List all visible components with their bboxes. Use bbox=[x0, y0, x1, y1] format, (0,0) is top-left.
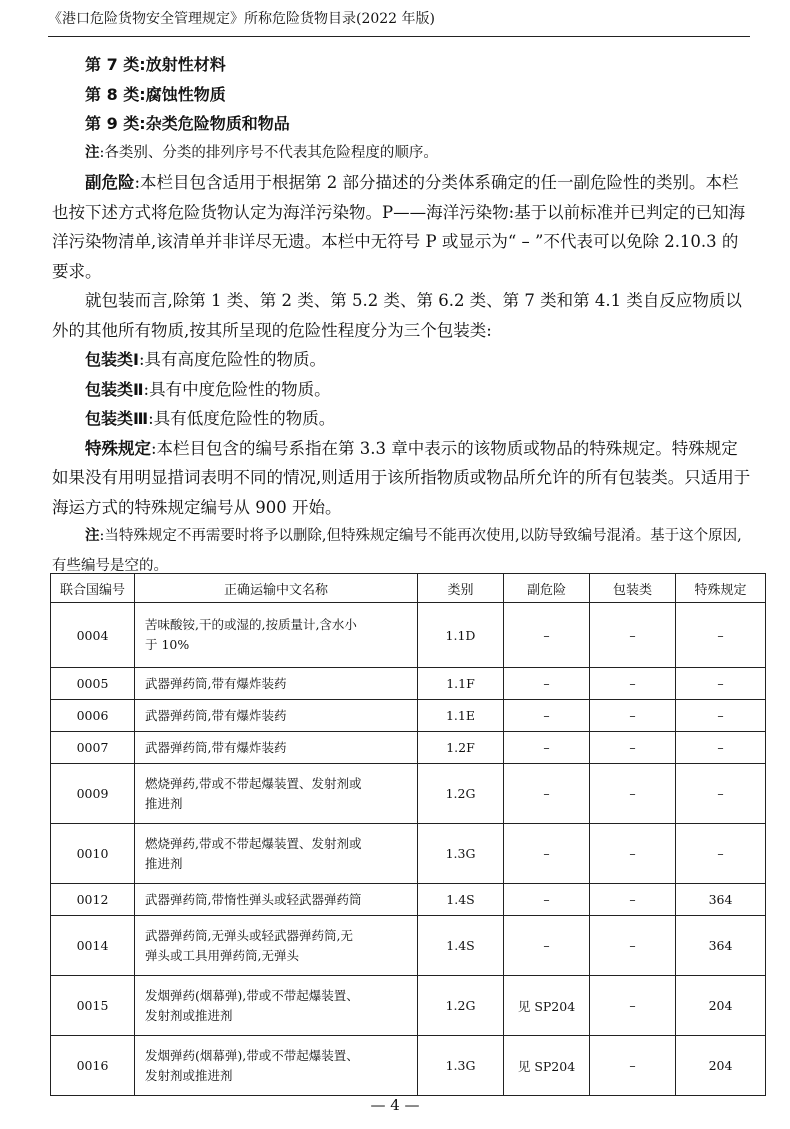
cell-name: 武器弹药筒,带有爆炸装药 bbox=[135, 732, 418, 764]
running-header bbox=[48, 8, 750, 37]
cell-special: 204 bbox=[676, 1036, 766, 1096]
cell-name: 苦味酸铵,干的或湿的,按质量计,含水小 于 10% bbox=[135, 603, 418, 668]
category-8: 第 8 类:腐蚀性物质 bbox=[85, 84, 226, 104]
cell-packing: – bbox=[590, 916, 676, 976]
cell-name: 武器弹药筒,带有爆炸装药 bbox=[135, 700, 418, 732]
cell-special: – bbox=[676, 668, 766, 700]
subsidiary-label: 副危险 bbox=[85, 173, 135, 192]
cell-un: 0005 bbox=[51, 668, 135, 700]
cell-special: – bbox=[676, 824, 766, 884]
cell-un: 0010 bbox=[51, 824, 135, 884]
cell-class: 1.2F bbox=[418, 732, 504, 764]
cell-class: 1.1D bbox=[418, 603, 504, 668]
cell-class: 1.2G bbox=[418, 976, 504, 1036]
col-class: 类别 bbox=[418, 574, 504, 603]
cell-subsidiary: – bbox=[504, 603, 590, 668]
table-row bbox=[51, 603, 766, 668]
table-row bbox=[51, 668, 766, 700]
cell-special: – bbox=[676, 732, 766, 764]
special-label: 特殊规定 bbox=[85, 438, 151, 458]
cell-name: 燃烧弹药,带或不带起爆装置、发射剂或 推进剂 bbox=[135, 824, 418, 884]
col-shipping-name: 正确运输中文名称 bbox=[135, 574, 418, 603]
cell-class: 1.1E bbox=[418, 700, 504, 732]
cell-name: 武器弹药筒,无弹头或轻武器弹药筒,无 弹头或工具用弹药筒,无弹头 bbox=[135, 916, 418, 976]
packing-group-3: 包装类Ⅲ:具有低度危险性的物质。 bbox=[85, 409, 336, 428]
special-provisions-paragraph: 特殊规定:本栏目包含的编号系指在第 3.3 章中表示的该物质或物品的特殊规定。特殊规定如果没有用明显措词表明不同的情况,则适用于该所指物质或物品所允许的所有包装类。只适用于海运方式的特殊规定编号从 900 开始。 bbox=[52, 438, 751, 517]
cell-class: 1.2G bbox=[418, 764, 504, 824]
cell-name: 发烟弹药(烟幕弹),带或不带起爆装置、 发射剂或推进剂 bbox=[135, 1036, 418, 1096]
cell-subsidiary: – bbox=[504, 668, 590, 700]
cell-subsidiary: – bbox=[504, 732, 590, 764]
table-row bbox=[51, 700, 766, 732]
category-9: 第 9 类:杂类危险物质和物品 bbox=[85, 114, 290, 133]
note-label: 注 bbox=[85, 144, 100, 161]
cell-un: 0007 bbox=[51, 732, 135, 764]
cell-packing: – bbox=[590, 603, 676, 668]
cell-packing: – bbox=[590, 1036, 676, 1096]
cell-un: 0004 bbox=[51, 603, 135, 668]
packing-intro: 就包装而言,除第 1 类、第 2 类、第 5.2 类、第 6.2 类、第 7 类和第 4.1 类自反应物质以外的其他所有物质,按其所呈现的危险性程度分为三个包装类: bbox=[52, 291, 742, 340]
table-row bbox=[51, 884, 766, 916]
note-order: 注:各类别、分类的排列序号不代表其危险程度的顺序。 bbox=[85, 144, 438, 161]
cell-packing: – bbox=[590, 976, 676, 1036]
cell-subsidiary: – bbox=[504, 764, 590, 824]
note-special: 注:当特殊规定不再需要时将予以删除,但特殊规定编号不能再次使用,以防导致编号混淆。基于这个原因,有些编号是空的。 bbox=[52, 528, 742, 574]
page-number: — 4 — bbox=[370, 1096, 420, 1114]
cell-name: 燃烧弹药,带或不带起爆装置、发射剂或 推进剂 bbox=[135, 764, 418, 824]
table-row bbox=[51, 916, 766, 976]
cell-special: – bbox=[676, 764, 766, 824]
body-text bbox=[52, 50, 752, 581]
cell-un: 0016 bbox=[51, 1036, 135, 1096]
cell-name: 发烟弹药(烟幕弹),带或不带起爆装置、 发射剂或推进剂 bbox=[135, 976, 418, 1036]
cell-packing: – bbox=[590, 732, 676, 764]
cell-subsidiary: – bbox=[504, 700, 590, 732]
table-header-row bbox=[51, 574, 766, 603]
col-subsidiary-risk: 副危险 bbox=[504, 574, 590, 603]
cell-special: 364 bbox=[676, 884, 766, 916]
cell-un: 0009 bbox=[51, 764, 135, 824]
category-7: 第 7 类:放射性材料 bbox=[85, 55, 226, 74]
cell-packing: – bbox=[590, 700, 676, 732]
subsidiary-paragraph: 副危险:本栏目包含适用于根据第 2 部分描述的分类体系确定的任一副危险性的类别。本栏也按下述方式将危险货物认定为海洋污染物。P——海洋污染物:基于以前标准并已判定的已知海洋污染物清单,该清单并非详尽无遗。本栏中无符号 P 或显示为“ – ”不代表可以免除 2.10.3 的要求。 bbox=[52, 173, 746, 281]
cell-subsidiary: 见 SP204 bbox=[504, 1036, 590, 1096]
header-title: 《港口危险货物安全管理规定》所称危险货物目录(2022 年版) bbox=[48, 11, 436, 27]
packing-group-1: 包装类Ⅰ:具有高度危险性的物质。 bbox=[85, 350, 327, 369]
cell-name: 武器弹药筒,带有爆炸装药 bbox=[135, 668, 418, 700]
cell-special: – bbox=[676, 603, 766, 668]
table-row bbox=[51, 824, 766, 884]
table-row bbox=[51, 732, 766, 764]
cell-subsidiary: – bbox=[504, 884, 590, 916]
col-un-number: 联合国编号 bbox=[51, 574, 135, 603]
packing-group-2: 包装类Ⅱ:具有中度危险性的物质。 bbox=[85, 379, 331, 399]
cell-special: – bbox=[676, 700, 766, 732]
cell-class: 1.1F bbox=[418, 668, 504, 700]
table-row bbox=[51, 1036, 766, 1096]
cell-packing: – bbox=[590, 764, 676, 824]
table-row bbox=[51, 764, 766, 824]
cell-special: 204 bbox=[676, 976, 766, 1036]
cell-un: 0006 bbox=[51, 700, 135, 732]
cell-name: 武器弹药筒,带惰性弹头或轻武器弹药筒 bbox=[135, 884, 418, 916]
cell-subsidiary: 见 SP204 bbox=[504, 976, 590, 1036]
cell-class: 1.4S bbox=[418, 916, 504, 976]
cell-packing: – bbox=[590, 884, 676, 916]
cell-class: 1.3G bbox=[418, 824, 504, 884]
cell-class: 1.4S bbox=[418, 884, 504, 916]
col-packing-group: 包装类 bbox=[590, 574, 676, 603]
cell-subsidiary: – bbox=[504, 916, 590, 976]
cell-un: 0015 bbox=[51, 976, 135, 1036]
cell-packing: – bbox=[590, 668, 676, 700]
dangerous-goods-table bbox=[50, 573, 766, 1096]
cell-class: 1.3G bbox=[418, 1036, 504, 1096]
cell-un: 0014 bbox=[51, 916, 135, 976]
cell-packing: – bbox=[590, 824, 676, 884]
table-row bbox=[51, 976, 766, 1036]
cell-subsidiary: – bbox=[504, 824, 590, 884]
cell-un: 0012 bbox=[51, 884, 135, 916]
col-special-provisions: 特殊规定 bbox=[676, 574, 766, 603]
cell-special: 364 bbox=[676, 916, 766, 976]
